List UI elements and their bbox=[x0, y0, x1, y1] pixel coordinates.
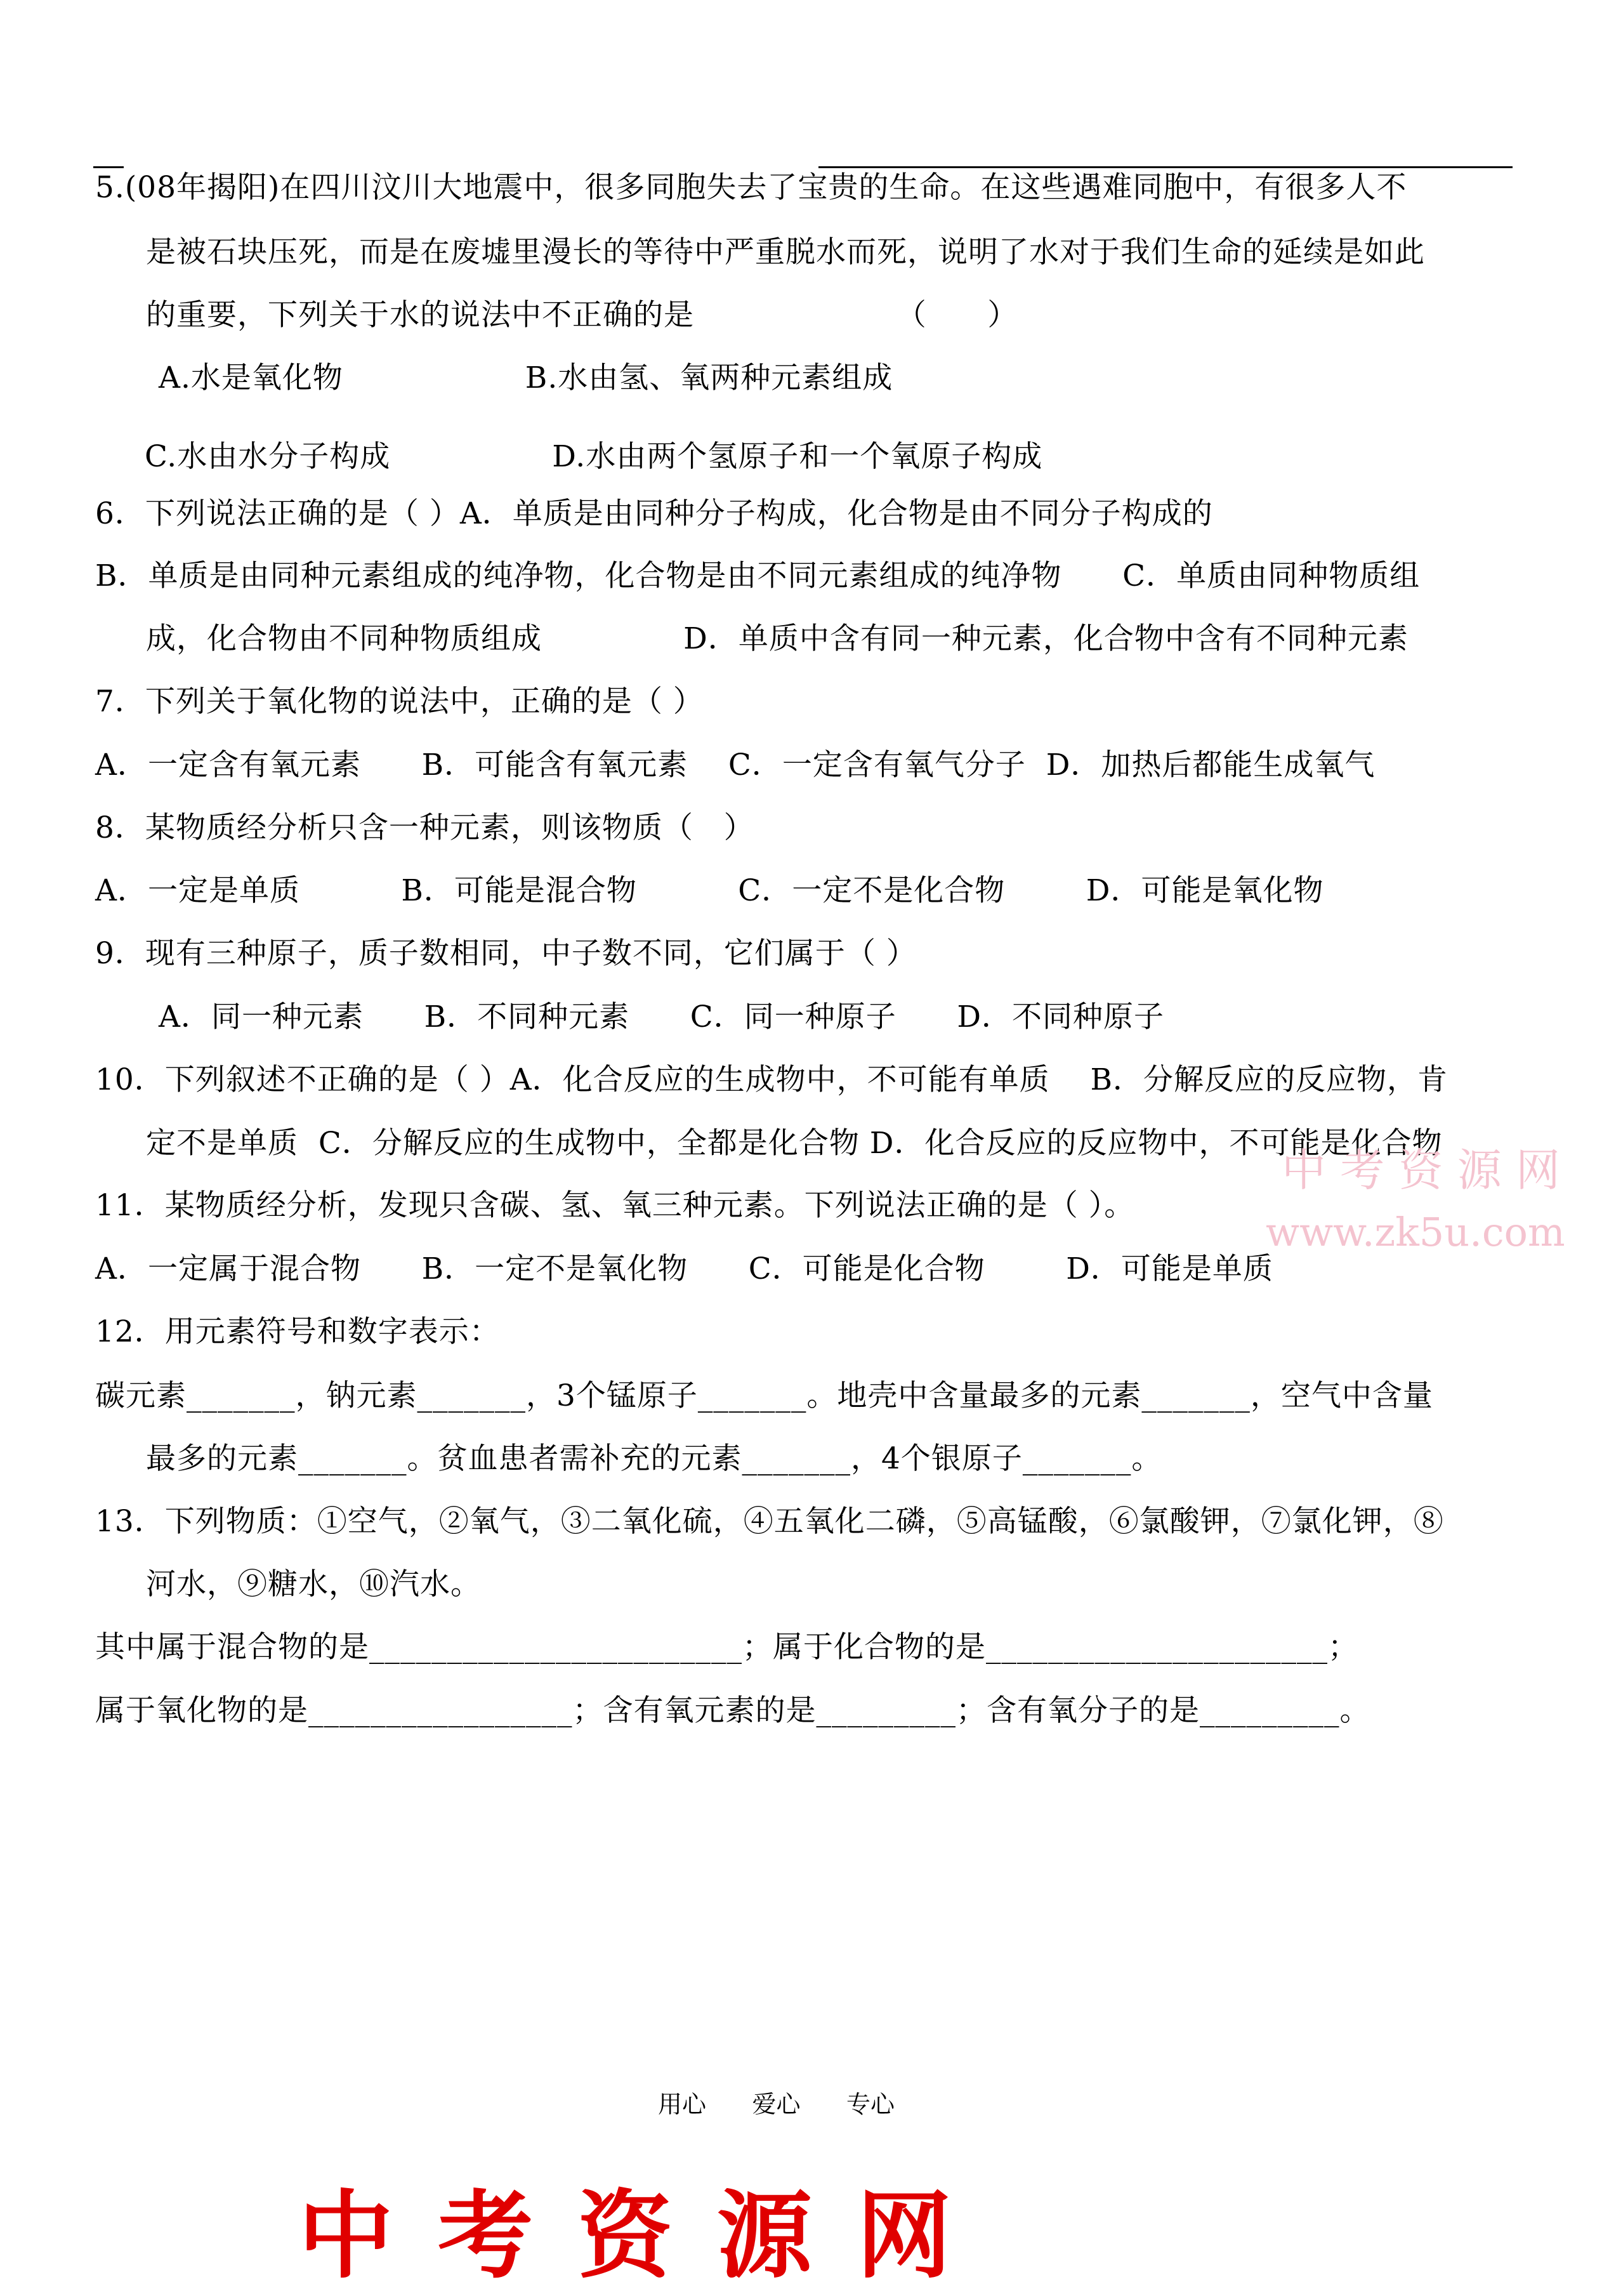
q11-options: A．一定属于混合物 B．一定不是氧化物 C．可能是化合物 D．可能是单质 bbox=[95, 1251, 1273, 1286]
watermark-url: www.zk5u.com bbox=[1266, 1209, 1565, 1255]
q11-stem: 11．某物质经分析，发现只含碳、氢、氧三种元素。下列说法正确的是（ ）。 bbox=[95, 1188, 1135, 1223]
q10-line-1: 10．下列叙述不正确的是（ ）A．化合反应的生成物中，不可能有单质 B．分解反应的反应物，肯 bbox=[95, 1062, 1448, 1097]
q8-stem: 8．某物质经分析只含一种元素，则该物质（ ） bbox=[95, 810, 754, 845]
q6-line-2: B．单质是由同种元素组成的纯净物，化合物是由不同元素组成的纯净物 C．单质由同种物质组 bbox=[95, 558, 1421, 593]
q10-line-2: 定不是单质 C．分解反应的生成物中，全都是化合物 D．化合反应的反应物中，不可能是化合物 bbox=[146, 1126, 1443, 1161]
q12-line-2: 最多的元素_______。贫血患者需补充的元素_______，4个银原子_______。 bbox=[146, 1441, 1162, 1476]
q6-line-3: 成，化合物由不同种物质组成 D．单质中含有同一种元素，化合物中含有不同种元素 bbox=[146, 621, 1409, 656]
q5-line-1: 5.(08年揭阳)在四川汶川大地震中，很多同胞失去了宝贵的生命。在这些遇难同胞中，有很多人不 bbox=[95, 170, 1407, 205]
brand-logo: 中考资源网 bbox=[298, 2180, 997, 2292]
q12-line-1: 碳元素_______，钠元素_______，3个锰原子_______。地壳中含量最多的元素_______，空气中含量 bbox=[95, 1378, 1433, 1413]
q13-line-1: 13．下列物质：①空气，②氧气，③二氧化硫，④五氧化二磷，⑤高锰酸，⑥氯酸钾，⑦氯化钾，⑧ bbox=[95, 1504, 1444, 1539]
q13-blank-line-2: 属于氧化物的是_________________；含有氧元素的是_________；含有氧分子的是_________。 bbox=[95, 1693, 1370, 1728]
q13-line-2: 河水，⑨糖水，⑩汽水。 bbox=[146, 1567, 481, 1602]
footer-slogan: 用心 爱心 专心 bbox=[658, 2090, 895, 2118]
header-rule-left bbox=[93, 166, 124, 168]
q7-options: A．一定含有氧元素 B．可能含有氧元素 C．一定含有氧气分子 D．加热后都能生成氧气 bbox=[95, 748, 1376, 782]
q8-options: A．一定是单质 B．可能是混合物 C．一定不是化合物 D．可能是氧化物 bbox=[95, 873, 1324, 908]
watermark-cn: 中 考 资 源 网 bbox=[1282, 1144, 1561, 1196]
q9-options: A．同一种元素 B．不同种元素 C．同一种原子 D．不同种原子 bbox=[159, 1000, 1165, 1034]
q7-stem: 7．下列关于氧化物的说法中，正确的是（ ） bbox=[95, 684, 704, 719]
q5-line-2: 是被石块压死，而是在废墟里漫长的等待中严重脱水而死，说明了水对于我们生命的延续是如此 bbox=[146, 235, 1425, 270]
q5-option-ab: A.水是氧化物 B.水由氢、氧两种元素组成 bbox=[159, 360, 893, 395]
q5-option-cd: C.水由水分子构成 D.水由两个氢原子和一个氧原子构成 bbox=[145, 439, 1043, 474]
q6-line-1: 6．下列说法正确的是（ ）A．单质是由同种分子构成，化合物是由不同分子构成的 bbox=[95, 496, 1213, 531]
q12-stem: 12．用元素符号和数字表示： bbox=[95, 1314, 500, 1349]
q5-line-3: 的重要，下列关于水的说法中不正确的是 （ ） bbox=[146, 298, 1018, 333]
q9-stem: 9．现有三种原子，质子数相同，中子数不同，它们属于（ ） bbox=[95, 936, 917, 971]
header-rule-right bbox=[818, 166, 1513, 168]
q13-blank-line-1: 其中属于混合物的是________________________；属于化合物的是______________________； bbox=[95, 1630, 1358, 1665]
